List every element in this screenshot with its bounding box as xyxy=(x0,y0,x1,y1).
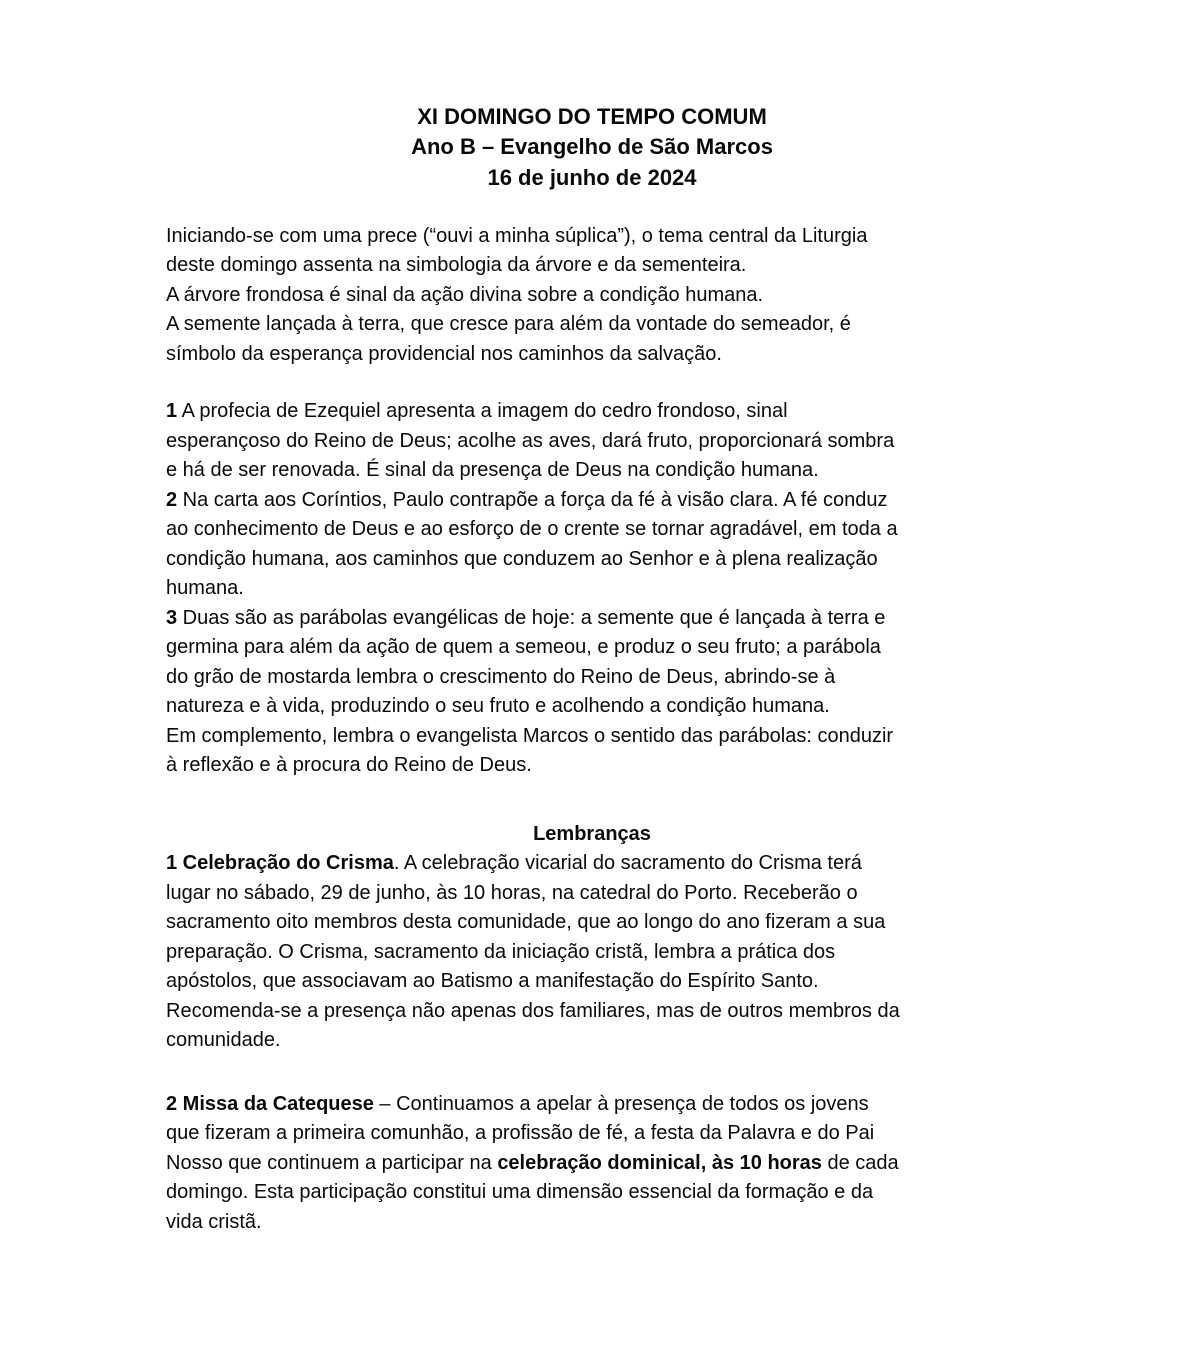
text-line: 1 Celebração do Crisma. A celebração vicarial do sacramento do Crisma terá xyxy=(166,852,862,875)
text-line: Em complemento, lembra o evangelista Marcos o sentido das parábolas: conduzir xyxy=(166,724,894,747)
doc-title-line-1: XI DOMINGO DO TEMPO COMUM xyxy=(417,104,767,129)
text-line: domingo. Esta participação constitui uma dimensão essencial da formação e da xyxy=(166,1181,874,1204)
text-line: 2 Na carta aos Coríntios, Paulo contrapõe a força da fé à visão clara. A fé conduz xyxy=(166,488,888,511)
text-line: 1 A profecia de Ezequiel apresenta a imagem do cedro frondoso, sinal xyxy=(166,400,788,423)
text-line: A semente lançada à terra, que cresce para além da vontade do semeador, é xyxy=(166,313,851,336)
text-line: que fizeram a primeira comunhão, a profissão de fé, a festa da Palavra e do Pai xyxy=(166,1122,875,1145)
text-line: preparação. O Crisma, sacramento da iniciação cristã, lembra a prática dos xyxy=(166,940,836,963)
text-line: sacramento oito membros desta comunidade, que ao longo do ano fizeram a sua xyxy=(166,911,886,934)
text-line: condição humana, aos caminhos que conduzem ao Senhor e à plena realização xyxy=(166,547,878,570)
text-line: apóstolos, que associavam ao Batismo a manifestação do Espírito Santo. xyxy=(166,970,819,993)
text-line: Recomenda-se a presença não apenas dos familiares, mas de outros membros da xyxy=(166,999,900,1022)
commentary-paragraph xyxy=(166,397,1018,781)
text-line: à reflexão e à procura do Reino de Deus. xyxy=(166,754,532,777)
doc-title-line-2: Ano B – Evangelho de São Marcos xyxy=(411,134,773,160)
doc-title-line-3: 16 de junho de 2024 xyxy=(487,164,697,190)
text-line: Nosso que continuem a participar na celebração dominical, às 10 horas de cada xyxy=(166,1151,899,1174)
text-line: Iniciando-se com uma prece (“ouvi a minha súplica”), o tema central da Liturgia xyxy=(166,224,868,247)
text-line: e há de ser renovada. É sinal da presença de Deus na condição humana. xyxy=(166,459,819,482)
text-line: símbolo da esperança providencial nos caminhos da salvação. xyxy=(166,342,722,365)
text-line: esperançoso do Reino de Deus; acolhe as aves, dará fruto, proporcionará sombra xyxy=(166,429,895,452)
text-line: humana. xyxy=(166,577,244,600)
text-line: 3 Duas são as parábolas evangélicas de hoje: a semente que é lançada à terra e xyxy=(166,606,886,629)
text-line: lugar no sábado, 29 de junho, às 10 horas, na catedral do Porto. Receberão o xyxy=(166,881,858,904)
crisma-announcement-paragraph xyxy=(166,849,1018,1056)
document-header xyxy=(166,102,1018,193)
catequese-announcement-paragraph xyxy=(166,1090,1018,1238)
lembrancas-heading: Lembranças xyxy=(533,822,651,845)
text-line: comunidade. xyxy=(166,1029,281,1052)
text-line: germina para além da ação de quem a semeou, e produz o seu fruto; a parábola xyxy=(166,636,881,659)
text-line: 2 Missa da Catequese – Continuamos a apelar à presença de todos os jovens xyxy=(166,1092,869,1115)
text-line: ao conhecimento de Deus e ao esforço de o crente se tornar agradável, em toda a xyxy=(166,518,898,541)
text-line: A árvore frondosa é sinal da ação divina sobre a condição humana. xyxy=(166,283,764,306)
text-line: do grão de mostarda lembra o crescimento do Reino de Deus, abrindo-se à xyxy=(166,665,836,688)
text-line: vida cristã. xyxy=(166,1210,262,1233)
intro-paragraph xyxy=(166,222,1018,370)
text-line: deste domingo assenta na simbologia da árvore e da sementeira. xyxy=(166,254,747,277)
text-line: natureza e à vida, produzindo o seu fruto e acolhendo a condição humana. xyxy=(166,695,830,718)
